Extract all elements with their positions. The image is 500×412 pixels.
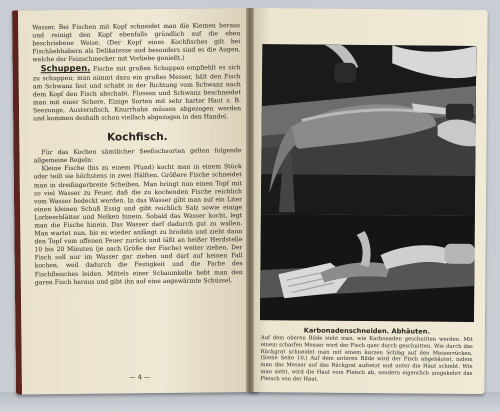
right-page (248, 8, 487, 394)
photo-cutting-steaks (261, 44, 476, 216)
open-booklet (8, 8, 492, 396)
section-title: Kochfisch. (106, 131, 168, 144)
scales-heading: Schuppen. (40, 63, 91, 74)
photo-caption (260, 326, 472, 384)
photo-skinning (260, 214, 475, 322)
caption-title: Karbonadenschneiden. Abhäuten. (303, 326, 431, 336)
left-page-text (32, 22, 243, 287)
rules-paragraph: Kleine Fische (bis zu einem Pfund) kocht man in einem Stück oder teilt sie höchstens in zwei Hälften. Größere Fische schneidet man in dreifingerbreite Scheiben. Man bringt nun einen Topf mit so viel Wasser zu Feuer, daß die zu kochenden Fische reichlich vom Wasser bedeckt werden. In das Wasser gibt man auf ein Liter einen kleinen Schuß Essig und gibt reichlich Salz sowie einige Lorbeerblätter und Nelken hinein. Sobald das Wasser kocht, legt man die Fische hinein. Das Wasser darf dadurch gut zu wallen. Man wartet nun, bis es wieder anfängt zu brodeln und zieht dann den Topf vom offenen Feuer zurück und läßt an heißer Herdstelle 10 bis 20 Minuten (je nach Größe der Fische) weiter ziehen. Der Fisch soll nur im Wasser gar ziehen und darf auf keinen Fall kochen, weil dadurch die Festigkeit und die Farbe des Fischfleisches leiden. Mittels einer Schaumkelle hebt man den garen Fisch heraus und gibt ihn auf eine angewärmte Schüssel. (33, 163, 243, 286)
left-page (12, 8, 258, 395)
caption-text: Auf dem oberen Bilde sieht man, wie Karbonaden geschnitten werden. Mit einem scharfen Messer wird der Fisch quer durch geschnitten. Wie durch das Rückgrat schneidet man mit einem kurzen Schlag auf den Messerrücken. (Siehe Seite 10.) Auf dem unteren Bilde wird der Fisch abgehäutet, indem man das Messer auf das Rückgrat aufsetzt und unter die Haut schiebt. Wie man sieht, wird die Haut vom Fleisch ab, sondern eigentlich umgekehrt das Fleisch von der Haut. (260, 335, 473, 383)
intro-paragraph: Wasser. Bei Fischen mit Kopf schneidet man die Kiemen heraus und reinigt den Kopf ebenfalls gründlich auf die eben beschriebene Weise. (Der Kopf eines Kochfisches gilt bei Fischliebhabern als Delikatesse und besonders sind es die Augen, welche der Feinschmecker mit Vorliebe genießt.) (32, 22, 241, 64)
scales-text: Fische mit großen Schuppen empfiehlt es sich zu schuppen; man nimmt dazu ein großes Messer, hält den Fisch am Schwanz fest und schabt in der Richtung vom Schwanz nach dem Kopf den Fisch abschabt. Flossen und Schwanz beschneidet man mit einer Schere. Einige Sorten mit sehr harter Haut z. B. Seezunge, Austernfisch, Knurrhahn müssen abgezogen werden und kommen deshalb schon vielfach abgezogen in den Handel. (32, 64, 242, 123)
scales-paragraph (33, 63, 242, 124)
page-number: — 4 — (129, 373, 151, 382)
rules-intro: Für das Kochen sämtlicher Seefischsorten gelten folgende allgemeine Regeln: (33, 147, 242, 165)
book-gutter (246, 8, 254, 392)
